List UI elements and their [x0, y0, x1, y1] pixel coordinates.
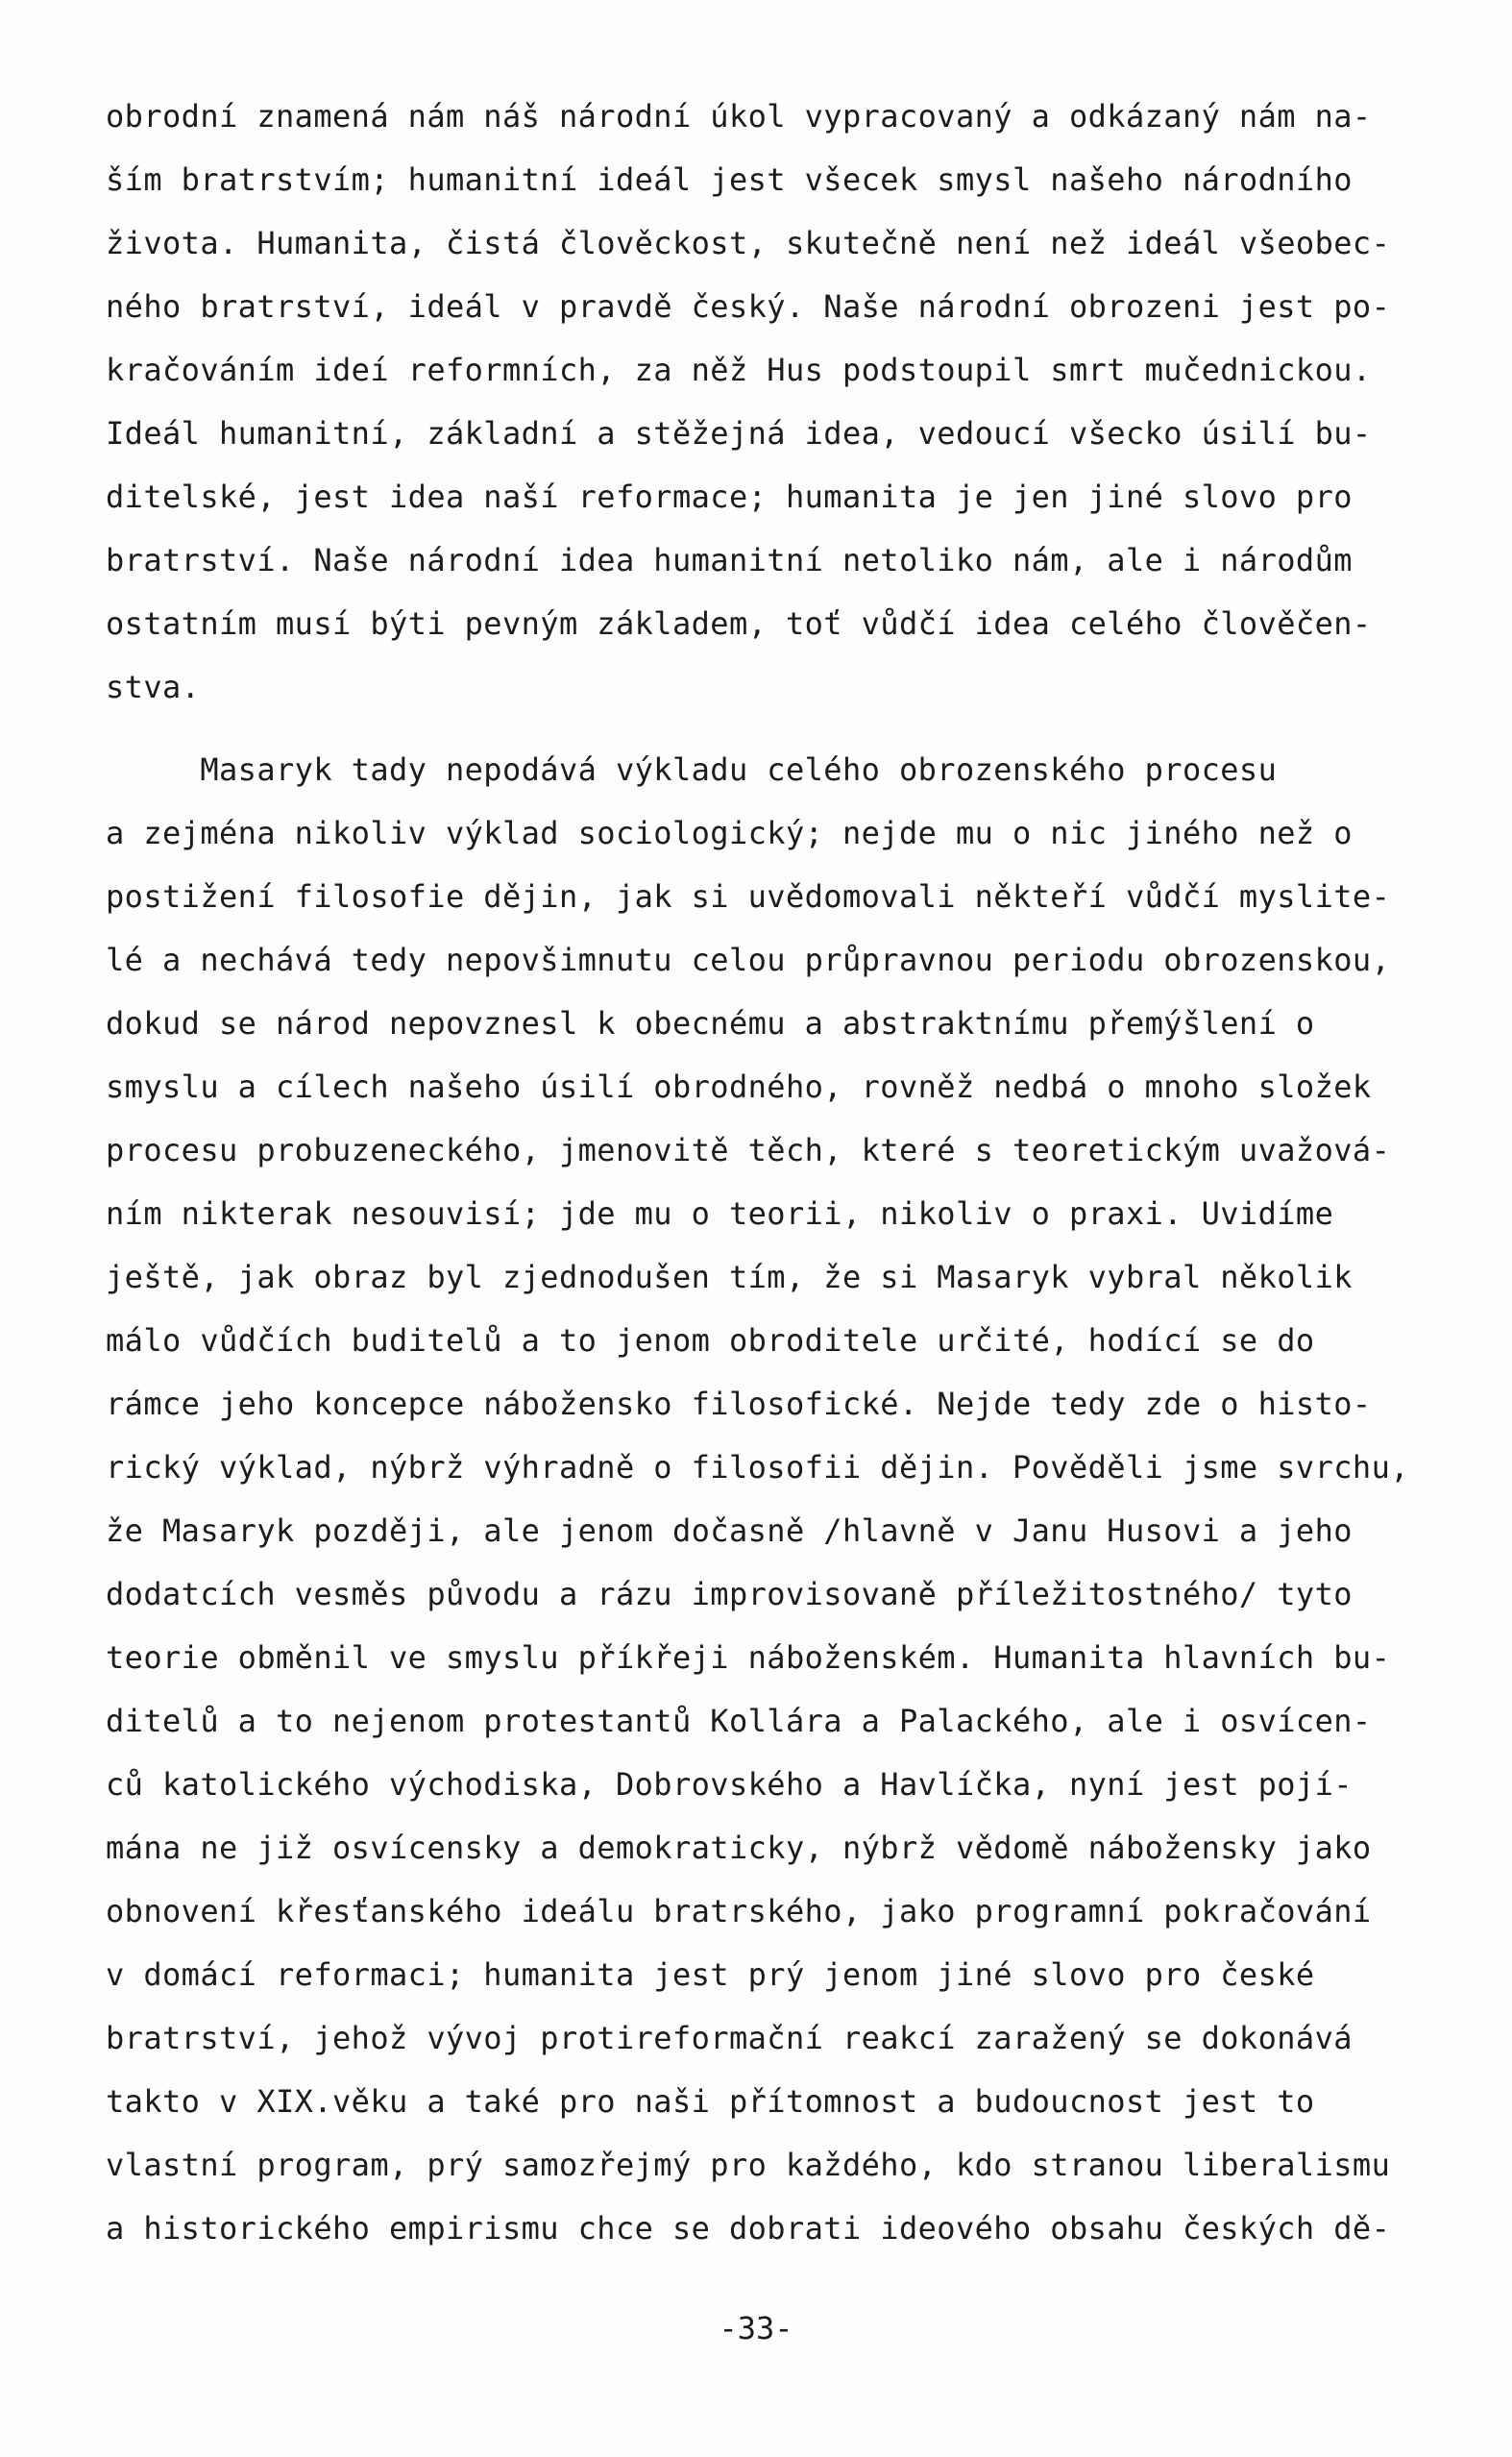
- text-line: procesu probuzeneckého, jmenovitě těch, které s teoretickým uvažová-: [106, 1132, 1391, 1168]
- text-line: smyslu a cílech našeho úsilí obrodného, rovněž nedbá o mnoho složek: [106, 1069, 1372, 1105]
- text-line: vlastní program, prý samozřejmý pro každého, kdo stranou liberalismu: [106, 2147, 1391, 2183]
- text-line: teorie obměnil ve smyslu příkřeji náboženském. Humanita hlavních bu-: [106, 1639, 1391, 1676]
- text-line: dokud se národ nepovznesl k obecnému a abstraktnímu přemýšlení o: [106, 1005, 1315, 1042]
- text-line: rámce jeho koncepce nábožensko filosofické. Nejde tedy zde o histo-: [106, 1386, 1372, 1422]
- text-line: že Masaryk později, ale jenom dočasně /hlavně v Janu Husovi a jeho: [106, 1512, 1353, 1549]
- text-line: málo vůdčích buditelů a to jenom obroditele určité, hodící se do: [106, 1322, 1315, 1359]
- text-line: ditelské, jest idea naší reformace; humanita je jen jiné slovo pro: [106, 479, 1353, 515]
- text-line: ného bratrství, ideál v pravdě český. Naše národní obrozeni jest po-: [106, 288, 1391, 325]
- text-line: dodatcích vesměs původu a rázu improvisovaně příležitostného/ tyto: [106, 1576, 1353, 1612]
- text-line: kračováním ideí reformních, za něž Hus podstoupil smrt mučednickou.: [106, 352, 1372, 388]
- text-line: mána ne již osvícensky a demokraticky, nýbrž vědomě nábožensky jako: [106, 1830, 1372, 1866]
- text-line: obrodní znamená nám náš národní úkol vypracovaný a odkázaný nám na-: [106, 98, 1372, 135]
- text-line: takto v XIX.věku a také pro naši přítomnost a budoucnost jest to: [106, 2083, 1315, 2120]
- text-line: ditelů a to nejenom protestantů Kollára a Palackého, ale i osvícen-: [106, 1703, 1372, 1739]
- text-line: a historického empirismu chce se dobrati ideového obsahu českých dě-: [106, 2210, 1391, 2247]
- paragraph-1: [106, 85, 1412, 719]
- paragraph-2: [106, 738, 1412, 2260]
- text-line: stva.: [106, 669, 201, 705]
- text-line: lé a nechává tedy nepovšimnutu celou průpravnou periodu obrozenskou,: [106, 942, 1391, 978]
- text-line: a zejména nikoliv výklad sociologický; nejde mu o nic jiného než o: [106, 815, 1353, 851]
- text-line: ním nikterak nesouvisí; jde mu o teorii, nikoliv o praxi. Uvidíme: [106, 1195, 1334, 1232]
- text-line: bratrství, jehož vývoj protireformační reakcí zaražený se dokonává: [106, 2020, 1353, 2056]
- text-line: v domácí reformaci; humanita jest prý jenom jiné slovo pro české: [106, 1956, 1315, 1993]
- page-number: -33-: [719, 2310, 793, 2346]
- text-line: bratrství. Naše národní idea humanitní netoliko nám, ale i národům: [106, 542, 1353, 578]
- paragraph-spacer: [106, 719, 1412, 738]
- text-line: ještě, jak obraz byl zjednodušen tím, že si Masaryk vybral několik: [106, 1259, 1353, 1295]
- text-line: postižení filosofie dějin, jak si uvědomovali někteří vůdčí myslite-: [106, 878, 1391, 915]
- text-line: Ideál humanitní, základní a stěžejná idea, vedoucí všecko úsilí bu-: [106, 415, 1372, 452]
- text-line: ostatním musí býti pevným základem, toť vůdčí idea celého člověčen-: [106, 605, 1372, 642]
- text-line: života. Humanita, čistá člověckost, skutečně není než ideál všeobec-: [106, 225, 1391, 261]
- text-line: Masaryk tady nepodává výkladu celého obrozenského procesu: [106, 751, 1278, 788]
- text-line: rický výklad, nýbrž výhradně o filosofii dějin. Pověděli jsme svrchu,: [106, 1449, 1409, 1486]
- text-line: obnovení křesťanského ideálu bratrského, jako programní pokračování: [106, 1893, 1372, 1929]
- text-line: ců katolického východiska, Dobrovského a Havlíčka, nyní jest pojí-: [106, 1766, 1353, 1803]
- text-line: ším bratrstvím; humanitní ideál jest všecek smysl našeho národního: [106, 161, 1353, 198]
- body-text: [106, 85, 1412, 2260]
